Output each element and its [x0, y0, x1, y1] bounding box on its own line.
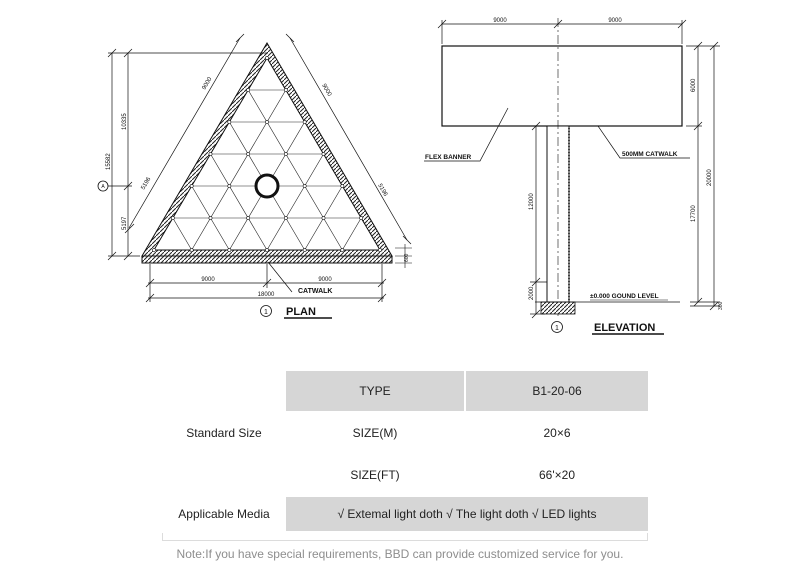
size-ft-value: 66'×20 — [465, 454, 649, 496]
grid-line — [173, 218, 192, 250]
grid-node — [152, 248, 155, 251]
grid-line — [248, 90, 342, 250]
footer-note: Note:If you have special requirements, BBD can provide customized service for you. — [176, 547, 624, 561]
applicable-media-label: Applicable Media — [163, 496, 285, 532]
grid-node — [341, 184, 344, 187]
grid-node — [322, 216, 325, 219]
plan-axis-marker-label: A — [101, 184, 105, 190]
plan-title-marker-label: 1 — [264, 309, 268, 316]
plan-catwalk-label: CATWALK — [298, 288, 333, 295]
table-row — [163, 496, 649, 532]
plan-dim-bottom-right: 9000 — [318, 277, 332, 283]
elevation-dim-left-column: 12000 — [529, 193, 535, 210]
grid-line — [267, 154, 324, 250]
elevation-dim-top — [438, 20, 686, 44]
plan-grid — [152, 56, 381, 251]
elevation-dim-right-column: 17700 — [691, 205, 697, 222]
grid-node — [228, 248, 231, 251]
grid-node — [247, 152, 250, 155]
grid-node — [360, 216, 363, 219]
grid-node — [171, 216, 174, 219]
grid-node — [228, 184, 231, 187]
grid-node — [265, 248, 268, 251]
elevation-flex-banner-label: FLEX BANNER — [425, 154, 472, 161]
grid-node — [284, 216, 287, 219]
grid-line — [192, 90, 286, 250]
elevation-ground-label: ±0.000 GOUND LEVEL — [590, 293, 659, 300]
plan-dim-side-small: 600 — [404, 253, 410, 262]
grid-line — [342, 218, 361, 250]
elevation-dim-top-left: 9000 — [493, 18, 507, 24]
elevation-dim-top-right: 9000 — [608, 18, 622, 24]
plan-dim-side-left: 9000 — [201, 76, 214, 91]
elevation-title-marker-label: 1 — [555, 325, 559, 332]
plan-dim-overall: 18000 — [257, 292, 275, 298]
applicable-media-value: √ Extemal light doth √ The light doth √ LED lights — [285, 496, 649, 532]
plan-view — [98, 34, 412, 318]
plan-dim-left-vertical — [108, 49, 268, 260]
spec-table — [162, 369, 650, 533]
plan-dim-left-total: 15582 — [106, 153, 112, 170]
size-m-label: SIZE(M) — [285, 412, 465, 454]
plan-dim-left-top: 10335 — [122, 113, 128, 130]
grid-node — [190, 184, 193, 187]
elevation-dim-right-total: 20000 — [707, 169, 713, 186]
plan-dim-bottom-left: 9000 — [201, 277, 215, 283]
plan-catwalk-leader — [268, 262, 292, 292]
grid-node — [228, 120, 231, 123]
plan-base-band — [142, 256, 392, 263]
grid-node — [284, 152, 287, 155]
elevation-footing — [541, 302, 575, 314]
grid-node — [341, 248, 344, 251]
plan-dim-left-bottom: 5197 — [122, 216, 128, 230]
size-ft-label: SIZE(FT) — [285, 454, 465, 496]
grid-node — [265, 120, 268, 123]
plan-dim-right-side — [286, 34, 411, 244]
elevation-panel — [442, 46, 682, 126]
type-label: TYPE — [285, 370, 465, 412]
plan-dim-inner-right: 5196 — [376, 183, 389, 198]
plan-dim-left-side — [125, 34, 244, 233]
grid-node — [284, 88, 287, 91]
grid-node — [322, 152, 325, 155]
grid-node — [303, 120, 306, 123]
elevation-catwalk-label: 500MM CATWALK — [622, 151, 678, 158]
grid-line — [211, 154, 268, 250]
grid-node — [247, 88, 250, 91]
plan-dim-side-right: 9000 — [320, 83, 333, 98]
grid-node — [303, 184, 306, 187]
size-m-value: 20×6 — [465, 412, 649, 454]
grid-node — [265, 56, 268, 59]
grid-node — [209, 152, 212, 155]
grid-node — [247, 216, 250, 219]
type-value: B1-20-06 — [465, 370, 649, 412]
elevation-dim-left-bottom: 2000 — [529, 286, 535, 300]
plan-title: PLAN — [286, 306, 316, 318]
table-row — [163, 370, 649, 412]
grid-node — [190, 248, 193, 251]
standard-size-label: Standard Size — [163, 370, 285, 496]
grid-node — [209, 216, 212, 219]
elevation-dim-right-panel: 6000 — [691, 78, 697, 92]
plan-dim-inner-left: 5196 — [140, 176, 153, 191]
grid-node — [303, 248, 306, 251]
grid-node — [378, 248, 381, 251]
elevation-dim-right-bottom: 300 — [718, 301, 724, 310]
elevation-view — [424, 18, 724, 334]
elevation-title: ELEVATION — [594, 322, 656, 334]
plan-center-ring — [256, 175, 278, 197]
